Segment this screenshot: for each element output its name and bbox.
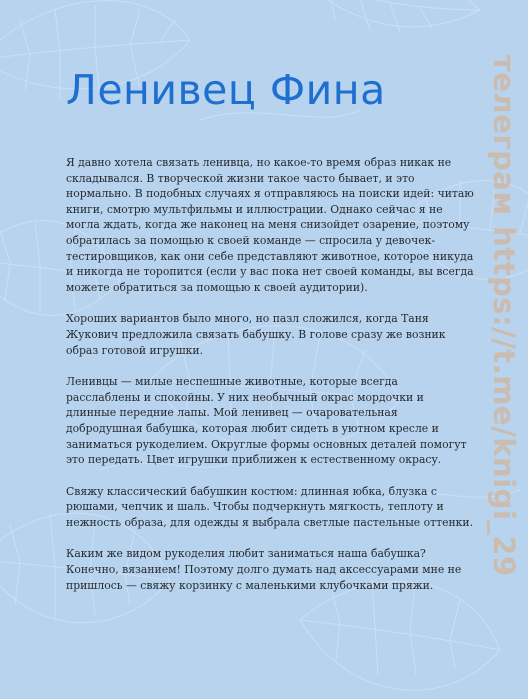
article-body	[66, 155, 474, 609]
paragraph-5: Каким же видом рукоделия любит заниматься наша бабушка? Конечно, вязанием! Поэтому долго думать над аксессуарами мне не пришлось — свяжу корзинку с маленькими клубочками пряжи.	[66, 547, 462, 592]
watermark-text: телеграм https://t.me/knigi_29	[487, 55, 521, 577]
paragraph-2: Хороших вариантов было много, но пазл сложился, когда Таня Жукович предложила связать бабушку. В голове сразу же возник образ готовой игрушки.	[66, 312, 446, 357]
telegram-watermark	[476, 55, 528, 645]
paragraph-3: Ленивцы — милые неспешные животные, которые всегда расслаблены и спокойны. У них необычный окрас мордочки и длинные передние лапы. Мой ленивец — очаровательная добродушная бабушка, которая любит сидеть в уютном кресле и заниматься рукоделием. Округлые формы основных деталей помогут это передать. Цвет игрушки приближен к естественному окрасу.	[66, 375, 467, 467]
page-title: Ленивец Фина	[66, 66, 386, 114]
paragraph-4: Свяжу классический бабушкин костюм: длинная юбка, блузка с рюшами, чепчик и шаль. Чтобы подчеркнуть мягкость, теплоту и нежность образа, для одежды я выбрала светлые пастельные оттенки.	[66, 484, 474, 529]
paragraph-1: Я давно хотела связать ленивца, но какое-то время образ никак не складывался. В творческой жизни такое часто бывает, и это нормально. В подобных случаях я отправляюсь на поиски идей: читаю книги, смотрю мультфильмы и иллюстрации. Однако сейчас я не могла ждать, когда же наконец на меня снизойдет озарение, поэтому обратилась за помощью к своей команде — спросила у девочек-тестировщиков, как они себе представляют животное, которое никуда и никогда не торопится (если у вас пока нет своей команды, вы всегда можете обратиться за помощью к своей аудитории).	[66, 156, 474, 294]
